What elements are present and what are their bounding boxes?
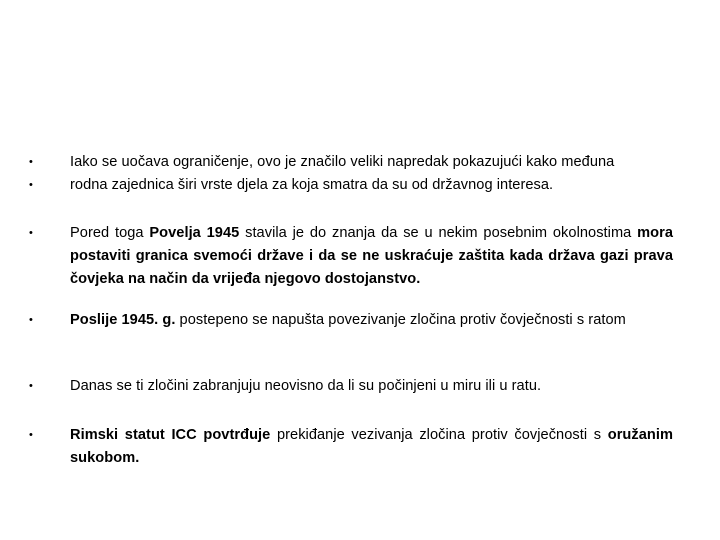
bullet-marker: • xyxy=(29,227,33,239)
bullet-text-segment: rodna zajednica širi vrste djela za koja smatra da su od državnog interesa. xyxy=(70,177,554,193)
bullet-marker: • xyxy=(29,179,33,191)
bullet-text-2 xyxy=(70,174,673,197)
bullet-text-segment: postepeno se napušta povezivanje zločina protiv čovječnosti s ratom xyxy=(175,312,626,328)
bullet-text-segment: Danas se ti zločini zabranjuju neovisno da li su počinjeni u miru ili u ratu. xyxy=(70,378,542,394)
bullet-text-segment: Pored toga xyxy=(70,225,150,241)
bullet-text-4 xyxy=(70,309,673,332)
bullet-text-5 xyxy=(70,375,673,398)
bullet-text-bold: Rimski statut ICC povtrđuje xyxy=(70,427,271,443)
bullet-text-bold: oružanim sukobom. xyxy=(70,427,674,466)
bullet-text-3 xyxy=(70,222,673,291)
bullet-text-segment: stavila je do znanja da se u nekim posebnim okolnostima xyxy=(239,225,638,241)
bullet-marker: • xyxy=(29,314,33,326)
bullet-text-bold: Poslije 1945. g. xyxy=(70,312,176,328)
bullet-marker: • xyxy=(29,429,33,441)
bullet-text-bold: Povelja 1945 xyxy=(149,225,240,241)
bullet-marker: • xyxy=(29,380,33,392)
bullet-text-segment: Iako se uočava ograničenje, ovo je značilo veliki napredak pokazujući kako međuna xyxy=(70,154,615,170)
bullet-marker: • xyxy=(29,156,33,168)
bullet-text-bold: mora postaviti granica svemoći države i da se ne uskraćuje zaštita kada država gazi prava čovjeka na način da vrijeđa njegovo dostojanstvo. xyxy=(70,225,673,287)
bullet-text-segment: prekiđanje vezivanja zločina protiv čovječnosti s xyxy=(270,427,608,443)
bullet-text-6 xyxy=(70,424,673,470)
bullet-text-1 xyxy=(70,151,673,174)
